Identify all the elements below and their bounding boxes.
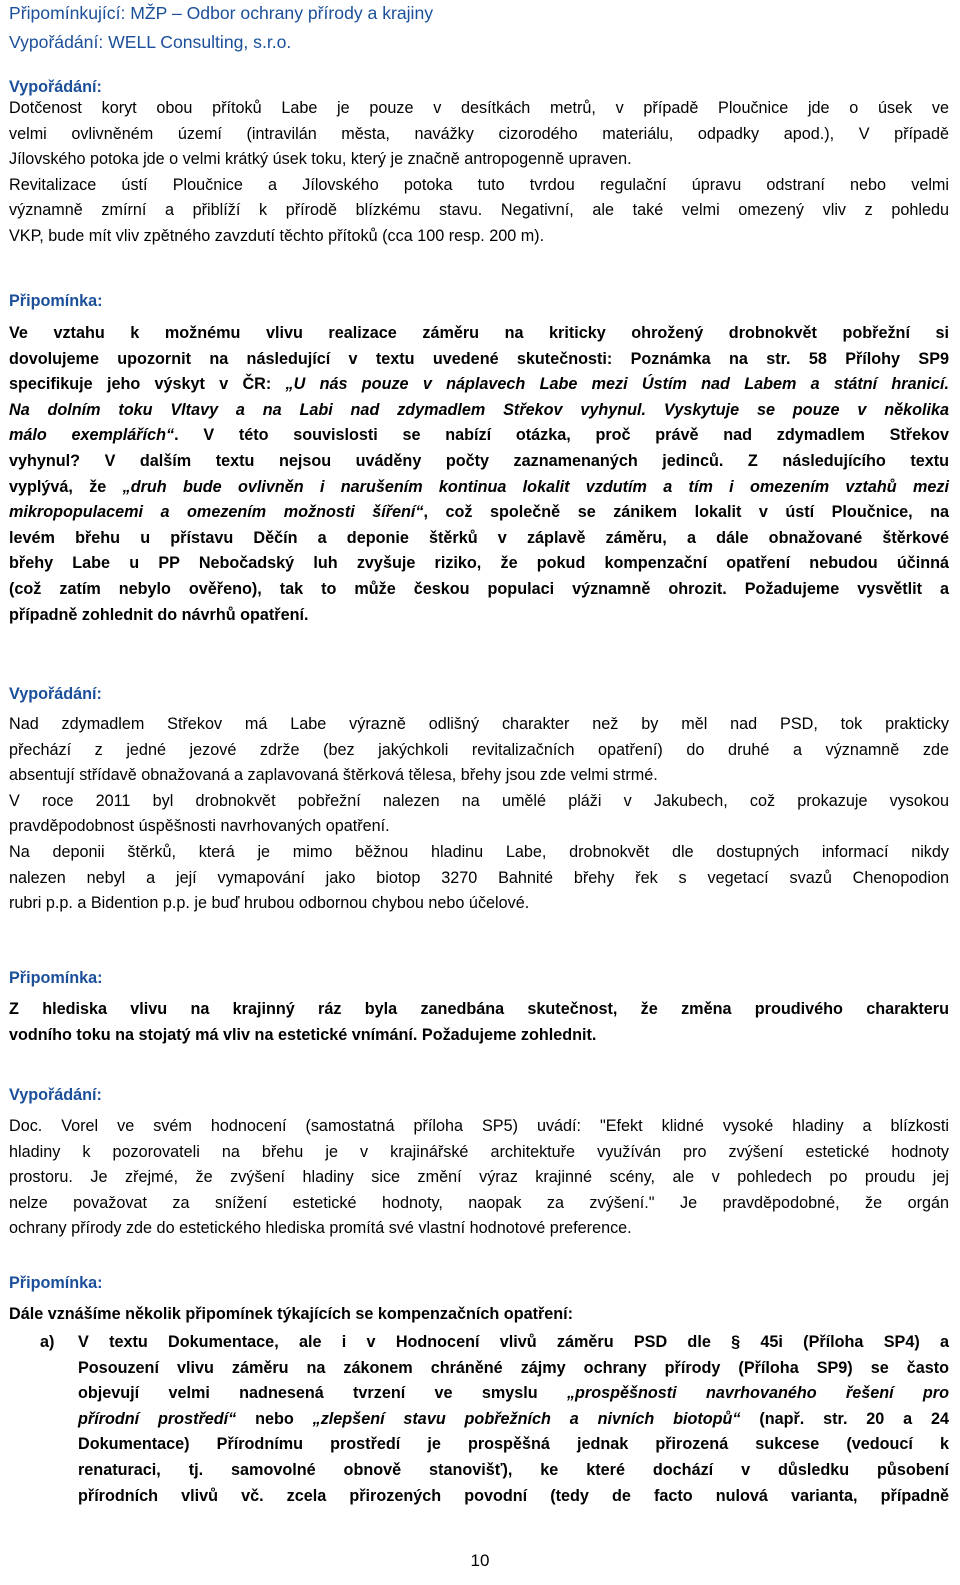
text-line: Nad zdymadlem Střekov má Labe výrazně odlišný charakter než by měl nad PSD, tok prakticky [9, 715, 949, 733]
header-resolver: Vypořádání: WELL Consulting, s.r.o. [9, 32, 292, 52]
comment-label-3: Připomínka: [9, 969, 103, 987]
text-line: V textu Dokumentace, ale i v Hodnocení vlivů záměru PSD dle § 45i (Příloha SP4) a [78, 1333, 949, 1351]
text-line: hladiny k pozorovateli na břehu je v krajinářské architektuře využíván pro zvýšení estetické hodnoty [9, 1142, 949, 1161]
text-line: Ve vztahu k možnému vlivu realizace záměru na kriticky ohrožený drobnokvět pobřežní si [9, 324, 949, 342]
text-line: Na dolním toku Vltavy a na Labi nad zdymadlem Střekov vyhynul. Vyskytuje se pouze v několika [9, 400, 949, 419]
text-line: přechází z jedné jezové zdrže (bez jakýchkoli revitalizačních opatření) do druhé a významně zde [9, 740, 949, 759]
text-line: Jílovského potoka jde o velmi krátký úsek toku, který je značně antropogenně upraven. [9, 150, 632, 169]
comment-label-2: Připomínka: [9, 292, 103, 310]
resolution-label-3: Vypořádání: [9, 1086, 102, 1104]
text-line: Doc. Vorel ve svém hodnocení (samostatná příloha SP5) uvádí: "Efekt klidné vysoké hladiny a blízkosti [9, 1117, 949, 1135]
text-line: břehy Labe u PP Nebočadský luh zvyšuje riziko, že pokud kompenzační opatření nebudou účinná [9, 554, 949, 573]
text-line: dovolujeme upozornit na následující v textu uvedené skutečnosti: Poznámka na str. 58 Přílohy SP9 [9, 349, 949, 368]
text-line: vyhynul? V dalším textu nejsou uváděny počty zaznamenaných jedinců. Z následujícího textu [9, 451, 949, 470]
text-line: Z hlediska vlivu na krajinný ráz byla zanedbána skutečnost, že změna proudivého charakteru [9, 1000, 949, 1018]
text-line: nalezen nebyl a její vymapování jako biotop 3270 Bahnité břehy řek s vegetací svazů Chenopodion [9, 868, 949, 887]
text-line: významně zmírní a přiblíží k přírodě blízkému stavu. Negativní, ale také velmi omezený vliv z pohledu [9, 201, 949, 220]
text-line: případně zohlednit do návrhů opatření. [9, 605, 309, 624]
resolution-2-text [9, 712, 949, 917]
comment-4-intro: Dále vznášíme několik připomínek týkajících se kompenzačních opatření: [9, 1305, 574, 1323]
text-line: specifikuje jeho výskyt v ČR: „U nás pouze v náplavech Labe mezi Ústím nad Labem a státní hranicí. [9, 375, 949, 394]
text-line: pravděpodobnost úspěšnosti navrhovaných opatření. [9, 817, 390, 836]
comment-label-4: Připomínka: [9, 1274, 103, 1292]
text-line: Na deponii štěrků, která je mimo běžnou hladinu Labe, drobnokvět dle dostupných informací nikdy [9, 842, 949, 861]
text-line: prostoru. Je zřejmé, že zvýšení hladiny sice změní výraz krajinné scény, ale v pohledech po proudu jej [9, 1168, 949, 1187]
text-line: levém břehu u přístavu Děčín a deponie štěrků v záplavě záměru, a dále obnažované štěrkové [9, 528, 949, 547]
text-line: renaturaci, tj. samovolné obnově stanovišť), ke které dochází v důsledku působení [78, 1460, 949, 1479]
list-item-a [78, 1330, 949, 1509]
text-line: přírodní prostředí“ nebo „zlepšení stavu pobřežních a nivních biotopů“ (např. str. 20 a 24 [78, 1409, 949, 1428]
text-line: vyplývá, že „druh bude ovlivněn i narušením kontinua lokalit vzdutím a tím i omezením vztahů mezi [9, 477, 949, 496]
text-line: Dotčenost koryt obou přítoků Labe je pouze v desítkách metrů, v případě Ploučnice jde o úsek ve [9, 99, 949, 117]
header-commenter: Připomínkující: MŽP – Odbor ochrany přírody a krajiny [9, 3, 434, 23]
comment-2-text [9, 321, 949, 628]
text-line: Revitalizace ústí Ploučnice a Jílovského potoka tuto tvrdou regulační úpravu odstraní nebo velmi [9, 175, 949, 194]
resolution-1-text [9, 96, 949, 250]
list-item-label: a) [40, 1333, 55, 1351]
text-line: málo exemplářích“. V této souvislosti se nabízí otázka, proč právě nad zdymadlem Střekov [9, 426, 950, 445]
text-line: (což zatím nebylo ověřeno), tak to může českou populaci významně ohrozit. Požadujeme vysvětlit a [9, 579, 949, 598]
resolution-label-2: Vypořádání: [9, 685, 102, 703]
text-line: VKP, bude mít vliv zpětného zavzdutí těchto přítoků (cca 100 resp. 200 m). [9, 226, 545, 245]
text-line: Dokumentace) Přírodnímu prostředí je prospěšná jednak přirozená sukcese (vedoucí k [78, 1435, 949, 1454]
text-line: ochrany přírody zde do estetického hlediska promítá své vlastní hodnotové preference. [9, 1219, 632, 1238]
page-number: 10 [470, 1551, 490, 1570]
text-line: objevují velmi nadnesená tvrzení ve smyslu „prospěšnosti navrhovaného řešení pro [78, 1384, 949, 1403]
text-line: rubri p.p. a Bidention p.p. je buď hrubou odbornou chybou nebo účelové. [9, 894, 530, 913]
comment-3-text [9, 997, 949, 1048]
text-line: absentují střídavě obnažovaná a zaplavovaná štěrková tělesa, břehy jsou zde velmi strmé. [9, 766, 658, 785]
text-line: vodního toku na stojatý má vliv na estetické vnímání. Požadujeme zohlednit. [9, 1025, 597, 1044]
resolution-label-1: Vypořádání: [9, 78, 102, 96]
resolution-3-text [9, 1114, 949, 1242]
text-line: Posouzení vlivu záměru na zákonem chráněné zájmy ochrany přírody (Příloha SP9) se často [78, 1358, 949, 1377]
text-line: přírodních vlivů vč. zcela přirozených povodní (tedy de facto nulová varianta, případně [78, 1486, 949, 1505]
text-line: mikropopulacemi a omezením možnosti šíření“, což společně se zánikem lokalit v ústí Ploučnice, na [9, 503, 949, 522]
text-line: nelze považovat za snížení estetické hodnoty, naopak za zvýšení." Je pravděpodobné, že orgán [9, 1193, 949, 1212]
text-line: velmi ovlivněném území (intravilán města, navážky cizorodého materiálu, odpadky apod.), V případě [9, 124, 949, 143]
text-line: V roce 2011 byl drobnokvět pobřežní nalezen na umělé pláži v Jakubech, což prokazuje vysokou [9, 791, 949, 810]
